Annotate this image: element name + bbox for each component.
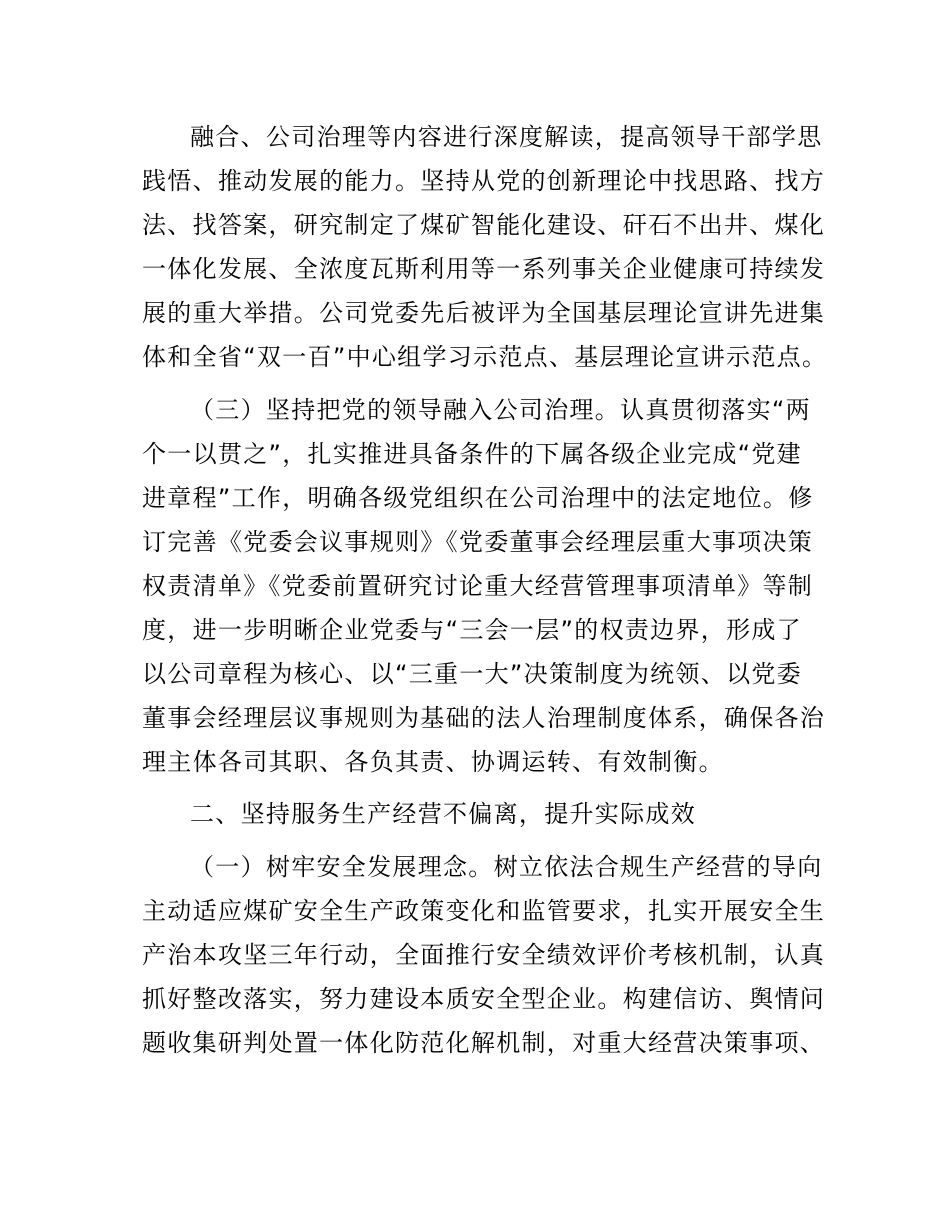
text-line: 展的重大举措。公司党委先后被评为全国基层理论宣讲先进集 [142, 299, 826, 327]
text-line: 产治本攻坚三年行动，全面推行安全绩效评价考核机制，认真 [142, 941, 826, 969]
text-line: 订完善《党委会议事规则》《党委董事会经理层重大事项决策 [142, 528, 814, 556]
text-line: 董事会经理层议事规则为基础的法人治理制度体系，确保各治 [142, 704, 826, 732]
text-line: 理主体各司其职、各负其责、协调运转、有效制衡。 [142, 748, 724, 776]
text-line: 进章程”工作，明确各级党组织在公司治理中的法定地位。修 [142, 484, 814, 512]
text-line: （三）坚持把党的领导融入公司治理。认真贯彻落实“两 [190, 396, 811, 424]
section-heading: 二、坚持服务生产经营不偏离，提升实际成效 [190, 800, 696, 828]
text-line: 以公司章程为核心、以“三重一大”决策制度为统领、以党委 [142, 660, 802, 688]
text-line: （一）树牢安全发展理念。树立依法合规生产经营的导向 [190, 853, 823, 881]
text-line: 主动适应煤矿安全生产政策变化和监管要求，扎实开展安全生 [142, 897, 826, 925]
text-line: 一体化发展、全浓度瓦斯利用等一系列事关企业健康可持续发 [142, 255, 826, 283]
text-line: 个一以贯之”，扎实推进具备条件的下属各级企业完成“党建 [142, 440, 802, 468]
text-line: 权责清单》《党委前置研究讨论重大经营管理事项清单》等制 [142, 572, 814, 600]
text-line: 度，进一步明晰企业党委与“三会一层”的权责边界，形成了 [142, 616, 802, 644]
text-line: 践悟、推动发展的能力。坚持从党的创新理论中找思路、找方 [142, 167, 826, 195]
text-line: 融合、公司治理等内容进行深度解读，提高领导干部学思 [190, 123, 823, 151]
text-line: 法、找答案，研究制定了煤矿智能化建设、矸石不出井、煤化 [142, 211, 826, 239]
text-line: 抓好整改落实，努力建设本质安全型企业。构建信访、舆情问 [142, 985, 826, 1013]
text-line: 体和全省“双一百”中心组学习示范点、基层理论宣讲示范点。 [142, 343, 828, 371]
text-line: 题收集研判处置一体化防范化解机制，对重大经营决策事项、 [142, 1029, 826, 1057]
